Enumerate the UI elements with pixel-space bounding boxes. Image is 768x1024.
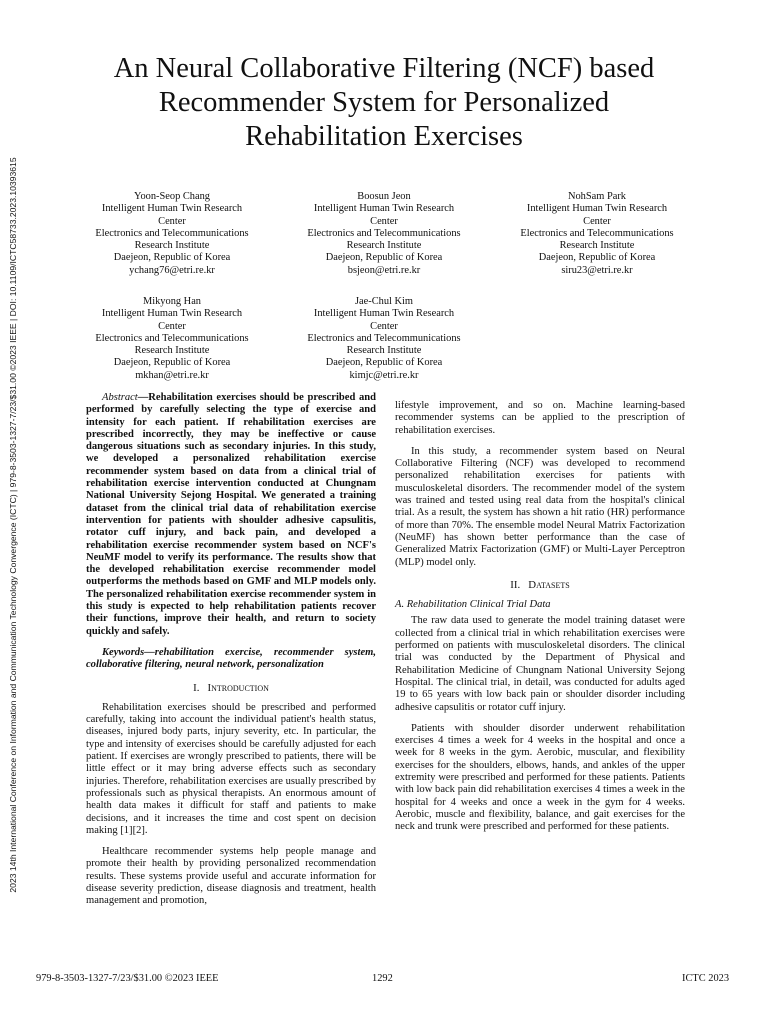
author-location: Daejeon, Republic of Korea — [113, 252, 231, 264]
author-location: Daejeon, Republic of Korea — [325, 357, 443, 369]
author-affiliation: Research Institute — [346, 240, 422, 252]
author-email: siru23@etri.re.kr — [561, 264, 633, 276]
author-name: Mikyong Han — [142, 296, 201, 307]
author-affiliation: Center — [370, 320, 398, 332]
paragraph: lifestyle improvement, and so on. Machine learning-based recommender systems can be applied to the prescription of rehabilitation exercises. — [395, 400, 685, 436]
abstract — [86, 392, 376, 638]
footer-conference: ICTC 2023 — [682, 973, 730, 984]
left-column — [86, 392, 376, 917]
author-name: Yoon-Seop Chang — [133, 191, 211, 202]
author-email: bsjeon@etri.re.kr — [347, 264, 421, 276]
author-name: Boosun Jeon — [357, 191, 411, 202]
author-affiliation: Electronics and Telecommunications — [307, 227, 461, 239]
paragraph: Healthcare recommender systems help people manage and promote their health by providing personalized recommendation results. These systems provide useful and accurate information for disease severity prediction, disease diagnosis and treatment, health management and promotion, — [86, 846, 376, 907]
author-email: ychang76@etri.re.kr — [129, 264, 215, 276]
author-affiliation: Intelligent Human Twin Research — [526, 203, 668, 215]
author-name: Jae-Chul Kim — [354, 296, 413, 307]
author-affiliation: Research Institute — [134, 240, 210, 252]
paragraph: In this study, a recommender system based on Neural Collaborative Filtering (NCF) was developed to recommend personalized rehabilitation exercises for patients with musculoskeletal disorders. The recommender model of the system was trained and tested using real data from the hospital's clinical trial. As a result, the system has shown a hit ratio (HR) performance of more than 70%. The ensemble model Neural Matrix Factorization (NeuMF) has shown better performance than the case of Generalized Matrix Factorization (GMF) or Multi-Layer Perceptron (MLP) model only. — [395, 445, 685, 568]
paragraph: Rehabilitation exercises should be prescribed and performed carefully, taking into account the individual patient's health status, diseases, injured body parts, injury severity, etc. In particular, the type and intensity of exercises should be carefully adjusted for each patient. If exercises are wrongly prescribed to patients, there will be little effect or it may bring adverse effects such as secondary injuries. Therefore, rehabilitation exercises are usually prescribed by professionals such as physical therapists. An enormous amount of health data makes it difficult for staff and patients to make decisions, and it increases the time and cost spent on decision making [1][2]. — [86, 701, 376, 836]
author-affiliation: Electronics and Telecommunications — [95, 227, 249, 239]
author-affiliation: Center — [583, 215, 611, 227]
abstract-label: Abstract — [102, 392, 138, 403]
paragraph: The raw data used to generate the model training dataset were collected from a clinical trial in which rehabilitation exercises were performed on patients with musculoskeletal disorders. The clinical trial was conducted by the Department of Physical and Rehabilitation Medicine of Chungnam National University Sejong Hospital. The clinical trial, in detail, was conducted for adults aged 19 to 65 years with low back pain or shoulder disorder including adhesive capsulitis or rotator cuff injury. — [395, 615, 685, 713]
author-affiliation: Intelligent Human Twin Research — [101, 308, 243, 320]
author-affiliation: Electronics and Telecommunications — [307, 332, 461, 344]
abstract-text: —Rehabilitation exercises should be prescribed and performed by carefully selecting the type of exercise and intensity for each patient. If rehabilitation exercises are prescribed incorrectly, they may be ineffective or cause dangerous situations such as secondary injuries. In this study, we developed a personalized rehabilitation exercise recommender system based on data from a clinical trial of rehabilitation exercise intervention conducted at Chungnam National University Sejong Hospital. We generated a training dataset from the clinical trial data of rehabilitation exercise intervention for patients with shoulder adhesive capsulitis, rotator cuff injury, and back pain, and developed a rehabilitation exercise recommender system based on NCF's NeuMF model to verify its performance. The results show that the developed rehabilitation exercise recommender model outperforms the methods based on GMF and MLP models only. The personalized rehabilitation exercise recommender system in this study is expected to help rehabilitation patients recover their functions, improve their health, and return to society quickly and safely. — [86, 392, 376, 637]
section-heading-datasets: II. Datasets — [510, 578, 570, 591]
author-affiliation: Center — [158, 320, 186, 332]
author-affiliation: Intelligent Human Twin Research — [313, 203, 455, 215]
author-affiliation: Intelligent Human Twin Research — [313, 308, 455, 320]
author-3 — [497, 191, 697, 277]
author-location: Daejeon, Republic of Korea — [325, 252, 443, 264]
author-affiliation: Intelligent Human Twin Research — [101, 203, 243, 215]
author-affiliation: Research Institute — [134, 345, 210, 357]
subsection-heading: A. Rehabilitation Clinical Trial Data — [395, 599, 551, 611]
section-heading-introduction: I. Introduction — [193, 681, 269, 694]
author-name: NohSam Park — [567, 191, 626, 202]
author-affiliation: Electronics and Telecommunications — [520, 227, 674, 239]
author-affiliation: Center — [158, 215, 186, 227]
author-1 — [72, 191, 272, 277]
author-affiliation: Electronics and Telecommunications — [95, 332, 249, 344]
author-email: kimjc@etri.re.kr — [349, 369, 419, 381]
keywords — [86, 647, 376, 672]
keywords-label: Keywords — [102, 646, 145, 658]
author-location: Daejeon, Republic of Korea — [538, 252, 656, 264]
title-line: Rehabilitation Exercises — [245, 121, 523, 152]
author-email: mkhan@etri.re.kr — [135, 369, 209, 381]
title-line: Recommender System for Personalized — [158, 87, 610, 118]
author-affiliation: Center — [370, 215, 398, 227]
paragraph: Patients with shoulder disorder underwent rehabilitation exercises 4 times a week for 4 weeks in the hospital and once a week for 8 weeks in the gym. Aerobic, muscular, and flexibility exercises for the shoulders, elbows, hands, and ankles of the upper extremity were prescribed and performed for these patients. Patients with low back pain did rehabilitation exercises 4 times a week in the hospital for 4 weeks and once a week in the gym for 4 weeks. Aerobic, muscle and flexibility, balance, and gait exercises for the neck and trunk were prescribed and performed for these patients. — [395, 722, 685, 833]
author-5 — [284, 296, 484, 382]
keywords-text: —rehabilitation exercise, recommender system, collaborative filtering, neural network, personalization — [86, 646, 376, 671]
author-location: Daejeon, Republic of Korea — [113, 357, 231, 369]
doi-sidebar — [6, 100, 20, 950]
title-line: An Neural Collaborative Filtering (NCF) based — [113, 53, 655, 84]
paper-title — [60, 52, 708, 154]
right-column — [395, 400, 685, 843]
author-2 — [284, 191, 484, 277]
author-4 — [72, 296, 272, 382]
sidebar-text: 2023 14th International Conference on Information and Communication Technology Convergence (ICTC) | 979-8-3503-1327-7/23/$31.00 ©2023 IEEE | DOI: 10.1109/ICTC58733.2023.10393615 — [8, 157, 18, 893]
footer-copyright: 979-8-3503-1327-7/23/$31.00 ©2023 IEEE — [36, 973, 219, 984]
author-affiliation: Research Institute — [559, 240, 635, 252]
footer-page-number: 1292 — [372, 973, 393, 984]
author-affiliation: Research Institute — [346, 345, 422, 357]
